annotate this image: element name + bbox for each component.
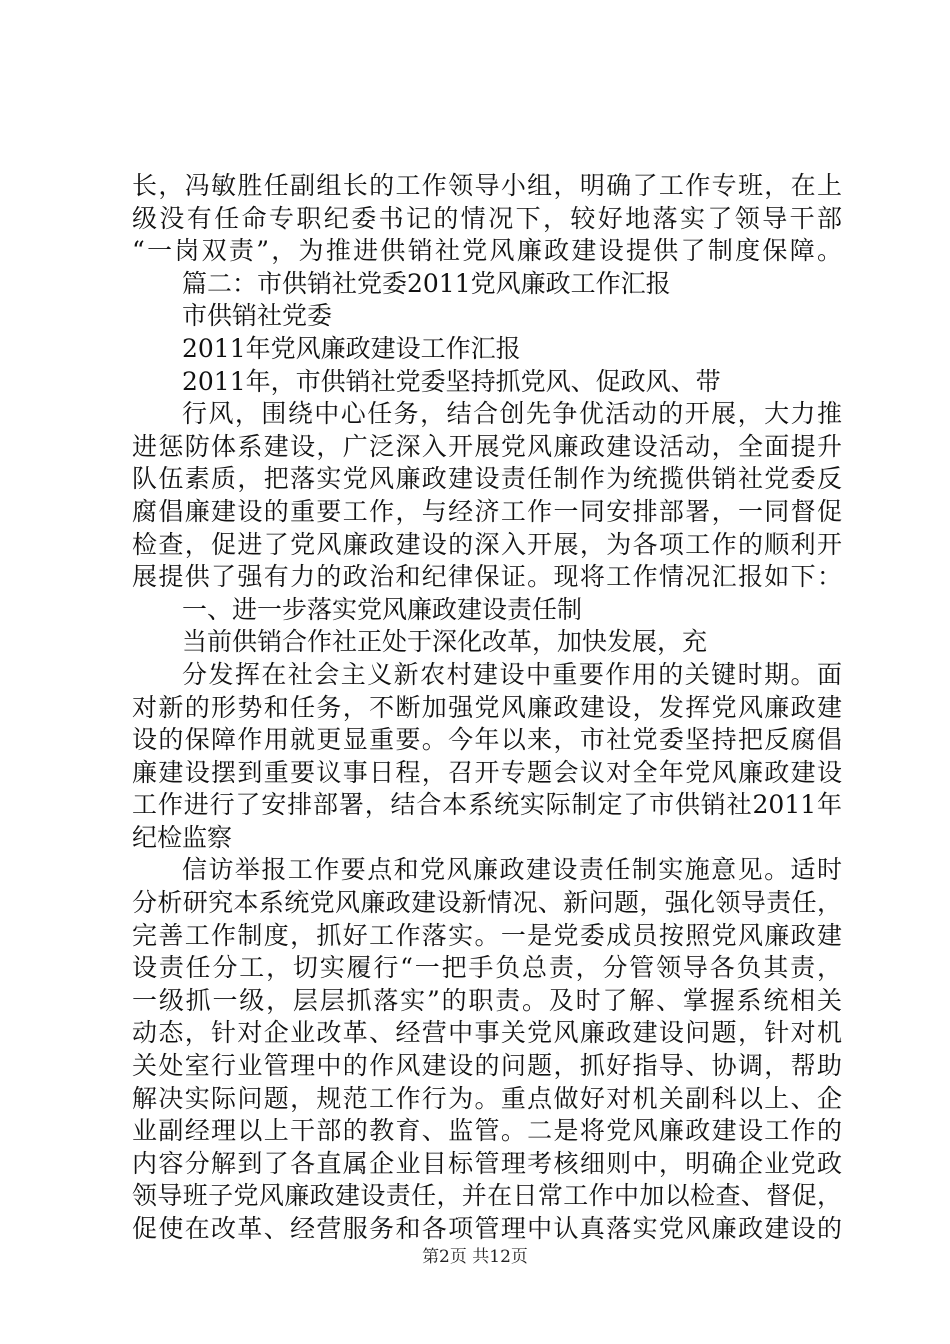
text-line: 设责任分工，切实履行“一把手负总责，分管领导各负其责， [132,953,842,983]
report-title: 2011年党风廉政建设工作汇报 [182,333,521,363]
subsection-heading: 一、进一步落实党风廉政建设责任制 [182,594,583,624]
document-body [132,170,842,1246]
text-line: 关处室行业管理中的作风建设的问题，抓好指导、协调，帮助 [132,1051,842,1081]
text-line: 廉建设摆到重要议事日程，召开专题会议对全年党风廉政建设 [132,757,842,787]
text-line: 解决实际问题，规范工作行为。重点做好对机关副科以上、企 [132,1083,842,1113]
text-line: 纪检监察 [132,822,233,852]
section-heading: 篇二：市供销社党委2011党风廉政工作汇报 [182,268,671,298]
text-line: 促使在改革、经营服务和各项管理中认真落实党风廉政建设的 [132,1214,842,1243]
text-line: 内容分解到了各直属企业目标管理考核细则中，明确企业党政 [132,1148,842,1178]
text-line: 2011年，市供销社党委坚持抓党风、促政风、带 [182,366,721,396]
text-line: “一岗双责”，为推进供销社党风廉政建设提供了制度保障。 [132,236,842,266]
text-line: 当前供销合作社正处于深化改革，加快发展，充 [182,627,708,657]
text-line: 腐倡廉建设的重要工作，与经济工作一同安排部署，一同督促 [132,496,842,526]
text-line: 设的保障作用就更显重要。今年以来，市社党委坚持把反腐倡 [132,725,842,755]
text-line: 分析研究本系统党风廉政建设新情况、新问题，强化领导责任， [132,888,842,918]
text-line: 工作进行了安排部署，结合本系统实际制定了市供销社2011年 [132,790,842,820]
text-line: 级没有任命专职纪委书记的情况下，较好地落实了领导干部 [132,203,842,233]
text-line: 业副经理以上干部的教育、监管。二是将党风廉政建设工作的 [132,1116,842,1146]
text-line: 一级抓一级，层层抓落实”的职责。及时了解、掌握系统相关 [132,985,842,1015]
text-line: 分发挥在社会主义新农村建设中重要作用的关键时期。面 [182,659,842,689]
text-line: 对新的形势和任务，不断加强党风廉政建设，发挥党风廉政建 [132,692,842,722]
text-line: 完善工作制度，抓好工作落实。一是党委成员按照党风廉政建 [132,920,842,950]
text-line: 进惩防体系建设，广泛深入开展党风廉政建设活动，全面提升 [132,431,842,461]
page-number-footer: 第2页 共12页 [422,1247,528,1267]
org-name: 市供销社党委 [182,301,333,331]
text-line: 动态，针对企业改革、经营中事关党风廉政建设问题，针对机 [132,1018,842,1048]
text-line: 领导班子党风廉政建设责任，并在日常工作中加以检查、督促， [132,1181,842,1211]
text-line: 队伍素质，把落实党风廉政建设责任制作为统揽供销社党委反 [132,464,842,494]
text-line: 信访举报工作要点和党风廉政建设责任制实施意见。适时 [182,855,842,885]
text-line: 行风，围绕中心任务，结合创先争优活动的开展，大力推 [182,399,842,429]
text-line: 长，冯敏胜任副组长的工作领导小组，明确了工作专班，在上 [132,171,842,200]
text-line: 检查，促进了党风廉政建设的深入开展，为各项工作的顺利开 [132,529,842,559]
text-line: 展提供了强有力的政治和纪律保证。现将工作情况汇报如下： [132,562,842,592]
